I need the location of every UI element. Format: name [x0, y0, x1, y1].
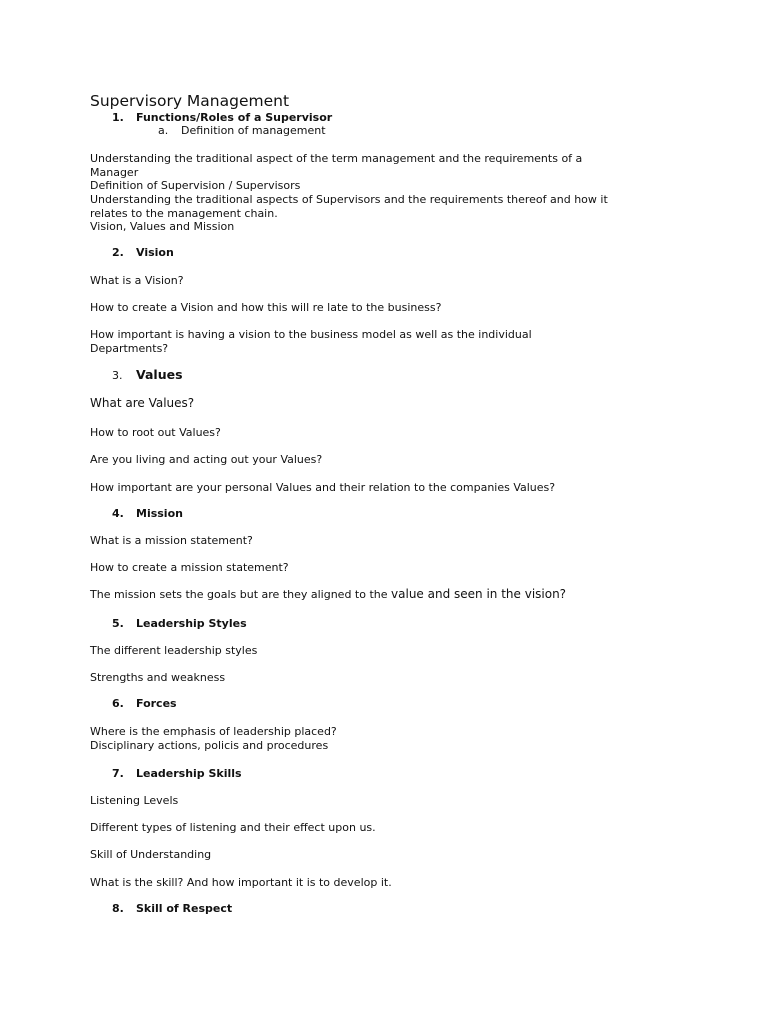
section-heading-3 [112, 368, 183, 383]
paragraph: How to create a mission statement? [90, 561, 289, 574]
paragraph: Understanding the traditional aspects of Supervisors and the requirements thereof and how it relates to the management chain. [90, 193, 608, 220]
section-title: Skill of Respect [136, 902, 233, 915]
paragraph: How to create a Vision and how this will re late to the business? [90, 301, 442, 314]
paragraph-part: value and seen in the vision? [391, 587, 567, 601]
section-number: 7. [112, 767, 124, 780]
paragraph: How important are your personal Values and their relation to the companies Values? [90, 481, 556, 494]
section-heading-7 [112, 767, 242, 781]
section-title: Leadership Styles [136, 617, 247, 630]
paragraph: Skill of Understanding [90, 848, 212, 861]
section-heading-4 [112, 507, 183, 521]
document-title: Supervisory Management [90, 92, 290, 110]
section-heading-2 [112, 246, 174, 260]
section-heading-6 [112, 697, 177, 711]
section-title: Values [136, 367, 183, 382]
section-number: 6. [112, 697, 124, 710]
paragraph: How important is having a vision to the business model as well as the individual Departments? [90, 328, 532, 355]
paragraph: Where is the emphasis of leadership placed? [90, 725, 337, 738]
paragraph: Strengths and weakness [90, 671, 226, 684]
subsection-text: Definition of management [181, 124, 326, 137]
paragraph: What is a mission statement? [90, 534, 253, 547]
section-number: 1. [112, 111, 124, 124]
section-heading-5 [112, 617, 247, 631]
subsection-a [158, 124, 326, 138]
section-number: 2. [112, 246, 124, 259]
section-title: Functions/Roles of a Supervisor [136, 111, 333, 124]
section-title: Vision [136, 246, 174, 259]
paragraph: Vision, Values and Mission [90, 220, 235, 233]
paragraph-mission [90, 588, 610, 602]
paragraph: Different types of listening and their effect upon us. [90, 821, 376, 834]
section-heading-8 [112, 902, 232, 916]
section-number: 8. [112, 902, 124, 915]
paragraph: What are Values? [90, 396, 195, 410]
paragraph: Disciplinary actions, policis and procedures [90, 739, 329, 752]
paragraph: The different leadership styles [90, 644, 258, 657]
paragraph: How to root out Values? [90, 426, 221, 439]
paragraph: What is a Vision? [90, 274, 184, 287]
section-title: Leadership Skills [136, 767, 242, 780]
paragraph-part: The mission sets the goals but are they aligned to the [90, 588, 392, 601]
section-title: Forces [136, 697, 177, 710]
paragraph: Listening Levels [90, 794, 179, 807]
paragraph: Are you living and acting out your Values? [90, 453, 323, 466]
section-heading-1 [112, 111, 332, 125]
paragraph: What is the skill? And how important it is to develop it. [90, 876, 392, 889]
section-number: 3. [112, 369, 123, 382]
section-title: Mission [136, 507, 183, 520]
subsection-letter: a. [158, 124, 169, 137]
paragraph: Understanding the traditional aspect of the term management and the requirements of a Manager [90, 152, 583, 179]
section-number: 5. [112, 617, 124, 630]
paragraph: Definition of Supervision / Supervisors [90, 179, 301, 192]
section-number: 4. [112, 507, 124, 520]
